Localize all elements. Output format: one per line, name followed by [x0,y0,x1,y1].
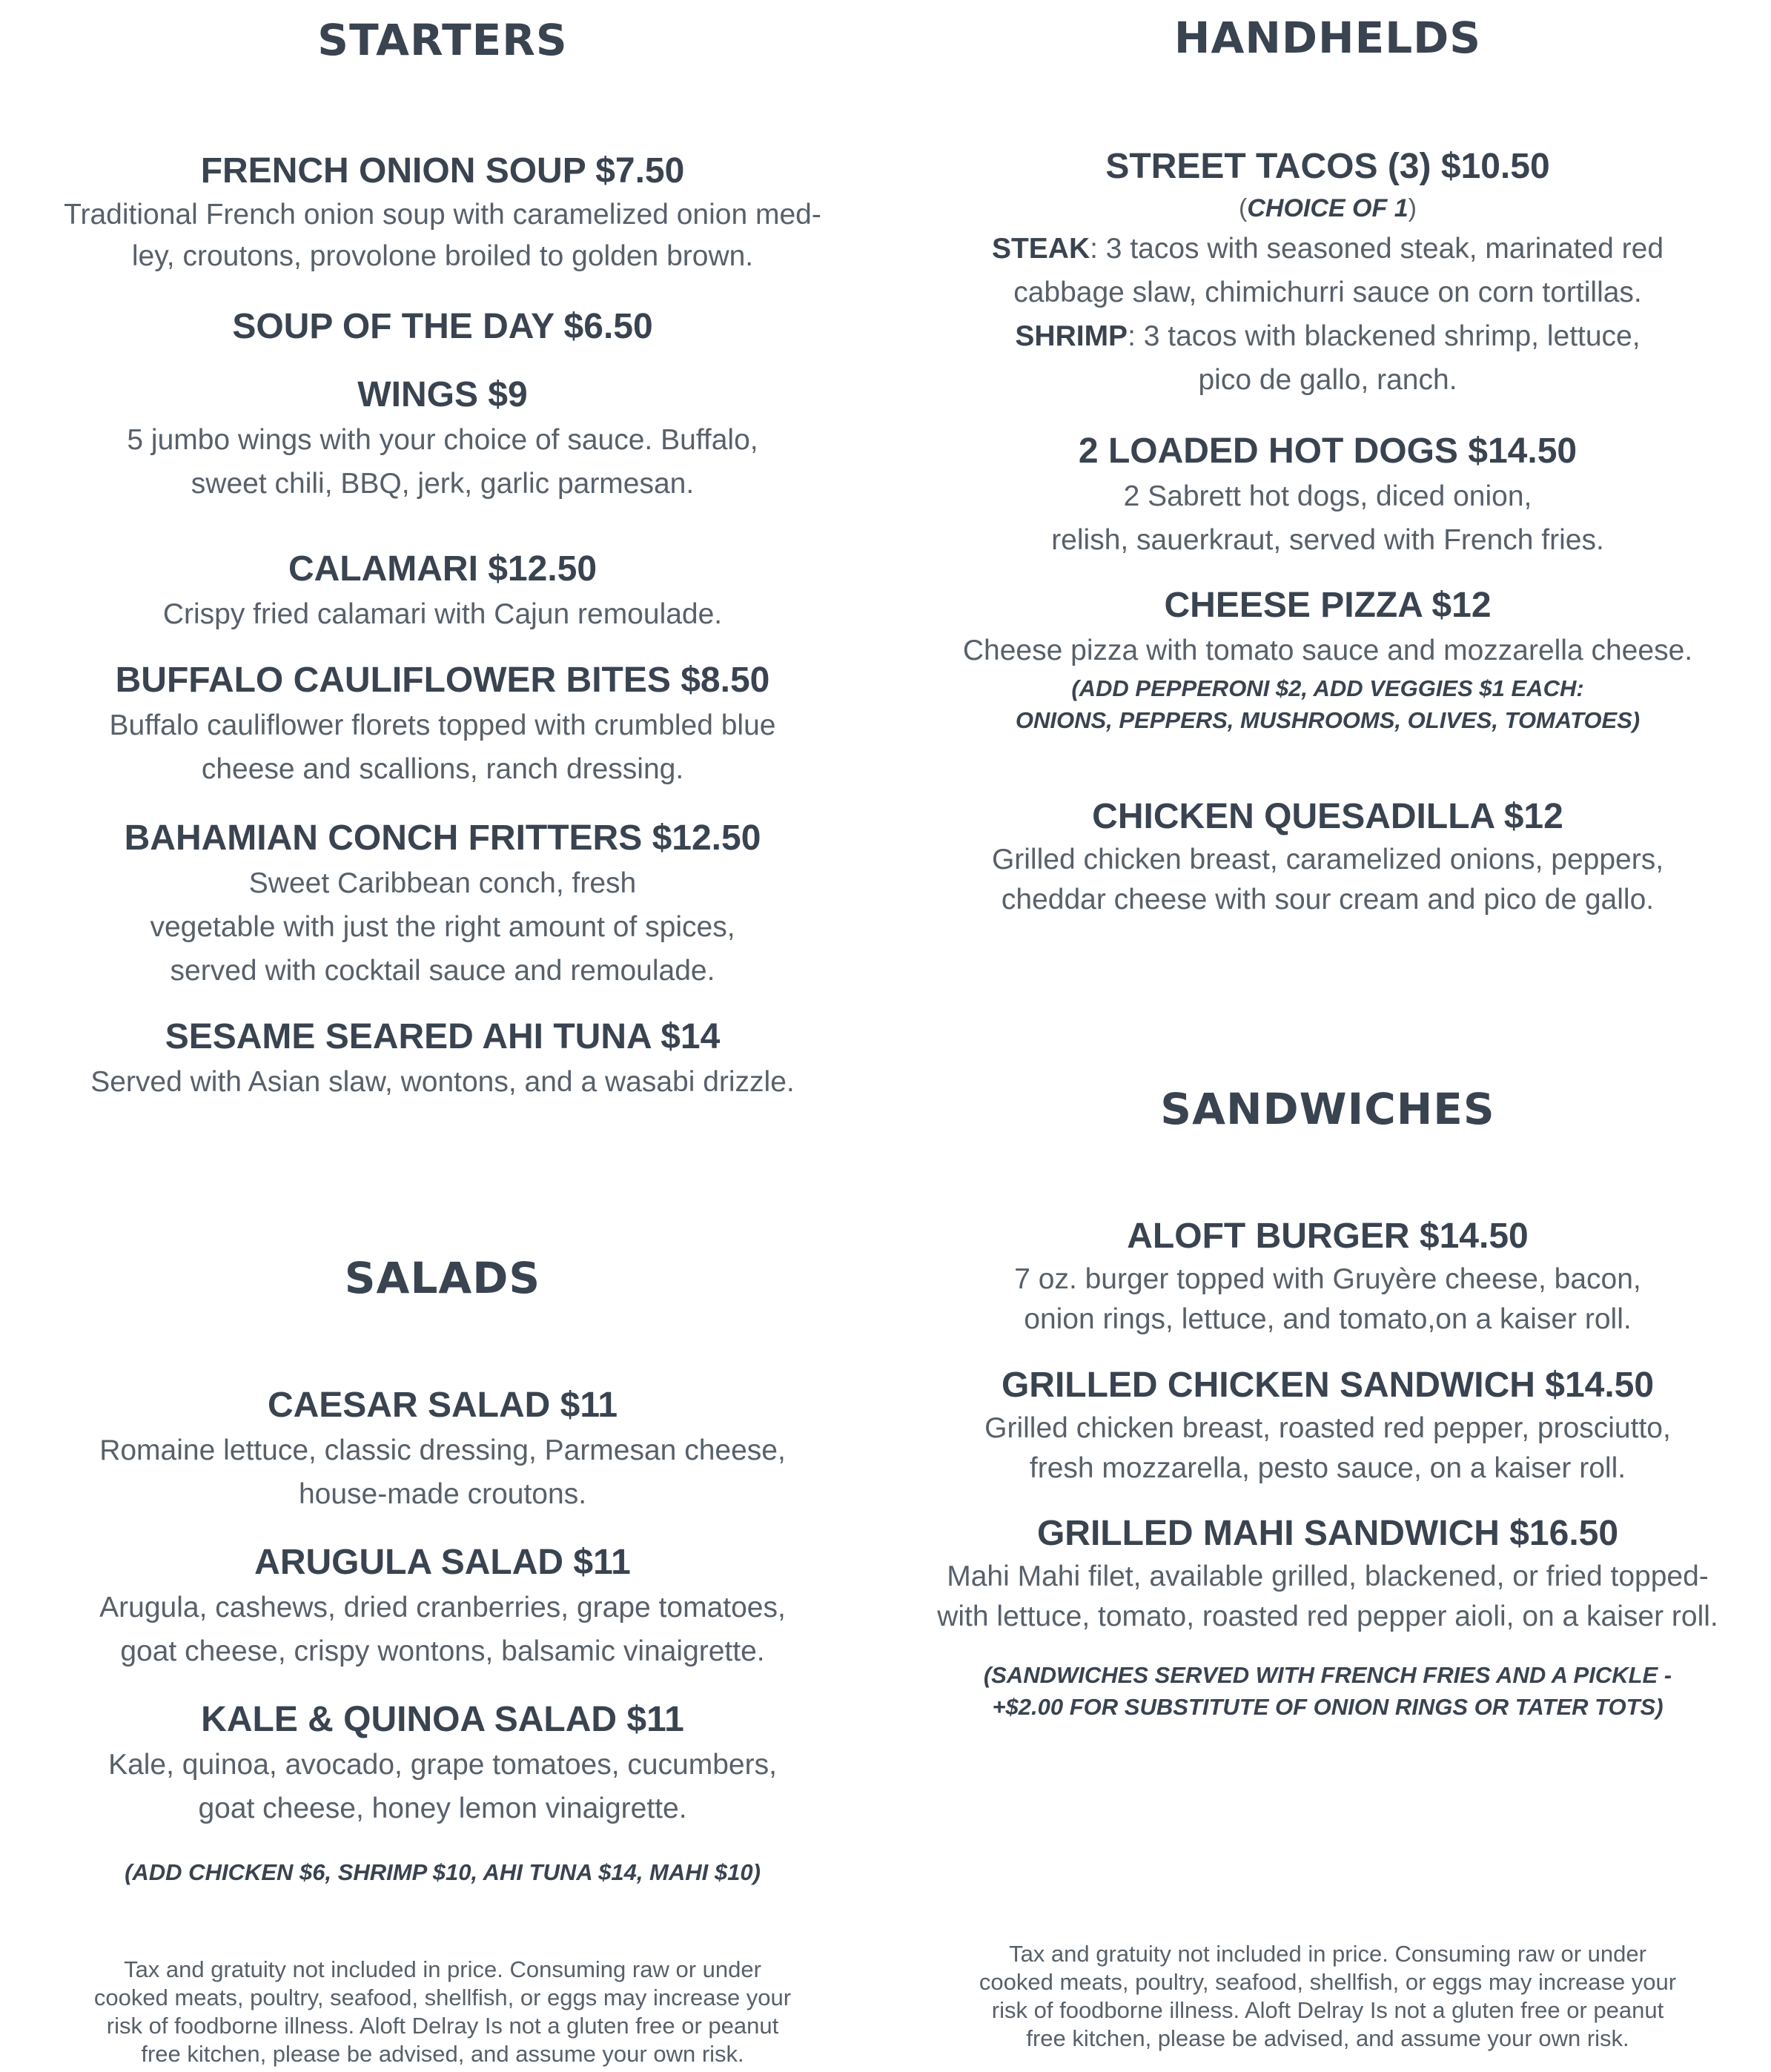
disclaimer-line: risk of foodborne illness. Aloft Delray Is not a gluten free or peanut [106,2013,779,2039]
item-title: FRENCH ONION SOUP $7.50 [200,151,685,191]
choice-open: ( [1239,194,1248,222]
item-title: BAHAMIAN CONCH FRITTERS $12.50 [124,818,761,858]
shrimp-label: SHRIMP [1015,320,1128,352]
add-ons-note: (ADD CHICKEN $6, SHRIMP $10, AHI TUNA $14, MAHI $10) [125,1859,761,1885]
item-description: served with cocktail sauce and remoulade. [170,955,715,987]
handhelds-section [885,13,1770,63]
sides-note: +$2.00 FOR SUBSTITUTE OF ONION RINGS OR TATER TOTS) [992,1694,1664,1720]
item-description: onion rings, lettuce, and tomato,on a kaiser roll. [1024,1303,1632,1335]
item-title: CAESAR SALAD $11 [267,1386,618,1425]
choice-label: CHOICE OF 1 [1247,194,1408,222]
item-chicken-quesadilla [885,794,1770,920]
section-title-handhelds: HANDHELDS [1174,13,1482,63]
item-soup-of-the-day [0,304,885,350]
shrimp-option [885,314,1770,358]
item-description: Traditional French onion soup with caramelized onion med- [64,199,821,231]
right-column [885,0,1770,2072]
item-description: goat cheese, crispy wontons, balsamic vinaigrette. [120,1635,765,1667]
shrimp-description: : 3 tacos with blackened shrimp, lettuce, [1128,320,1641,352]
item-kale-quinoa-salad [0,1697,885,1830]
item-arugula-salad [0,1540,885,1673]
item-description: fresh mozzarella, pesto sauce, on a kaiser roll. [1029,1452,1626,1484]
item-french-onion-soup [0,148,885,277]
item-sesame-seared-ahi-tuna [0,1014,885,1104]
disclaimer-right [885,1940,1770,2053]
item-description: relish, sauerkraut, served with French fries. [1051,524,1604,556]
choice-line [885,190,1770,227]
item-description: vegetable with just the right amount of spices, [150,911,735,943]
item-description: sweet chili, BBQ, jerk, garlic parmesan. [191,468,695,500]
disclaimer-line: free kitchen, please be advised, and assume your own risk. [141,2041,744,2067]
item-grilled-chicken-sandwich [885,1363,1770,1489]
item-description: Sweet Caribbean conch, fresh [248,867,637,899]
disclaimer-line: cooked meats, poultry, seafood, shellfish, or eggs may increase your [93,1985,792,2010]
item-description: ley, croutons, provolone broiled to golden brown. [131,240,754,272]
steak-option [885,227,1770,271]
item-aloft-burger [885,1214,1770,1340]
item-description: goat cheese, honey lemon vinaigrette. [198,1793,687,1824]
item-description: Arugula, cashews, dried cranberries, grape tomatoes, [99,1592,786,1623]
left-column [0,0,885,2072]
item-description: Buffalo cauliflower florets topped with crumbled blue [109,709,776,741]
section-title-sandwiches: SANDWICHES [1160,1084,1495,1134]
item-description: house-made croutons. [298,1478,587,1510]
item-loaded-hot-dogs [885,428,1770,562]
disclaimer-line: risk of foodborne illness. Aloft Delray Is not a gluten free or peanut [991,1997,1664,2023]
item-description: Served with Asian slaw, wontons, and a wasabi drizzle. [90,1066,795,1098]
item-description: 7 oz. burger topped with Gruyère cheese, bacon, [1014,1263,1641,1295]
steak-description: : 3 tacos with seasoned steak, marinated red [1090,233,1664,265]
sandwiches-note [885,1659,1770,1723]
item-title: GRILLED CHICKEN SANDWICH $14.50 [1001,1366,1655,1405]
item-description: 2 Sabrett hot dogs, diced onion, [1123,480,1532,512]
item-description: Grilled chicken breast, caramelized onions, peppers, [991,844,1664,876]
disclaimer-line: free kitchen, please be advised, and assume your own risk. [1026,2025,1629,2051]
disclaimer-line: Tax and gratuity not included in price. Consuming raw or under [124,1956,761,1982]
item-title: ALOFT BURGER $14.50 [1127,1217,1529,1256]
item-caesar-salad [0,1383,885,1516]
item-description: Cheese pizza with tomato sauce and mozzarella cheese. [962,635,1693,666]
item-bahamian-conch-fritters [0,815,885,993]
steak-label: STEAK [991,233,1090,265]
item-description: with lettuce, tomato, roasted red pepper aioli, on a kaiser roll. [937,1601,1718,1632]
item-street-tacos [885,144,1770,402]
item-description: pico de gallo, ranch. [1198,364,1457,396]
item-title: STREET TACOS (3) $10.50 [1105,147,1550,186]
item-description: cheddar cheese with sour cream and pico de gallo. [1001,884,1655,916]
sandwiches-section [885,1084,1770,1134]
item-title: 2 LOADED HOT DOGS $14.50 [1078,431,1578,471]
item-title: GRILLED MAHI SANDWICH $16.50 [1036,1514,1619,1553]
sides-note: (SANDWICHES SERVED WITH FRENCH FRIES AND A PICKLE - [983,1662,1672,1688]
disclaimer-left [0,1956,885,2068]
disclaimer-line: cooked meats, poultry, seafood, shellfish, or eggs may increase your [979,1969,1677,1995]
item-title: CHEESE PIZZA $12 [1164,586,1492,625]
item-description: Kale, quinoa, avocado, grape tomatoes, cucumbers, [108,1749,777,1781]
item-description: 5 jumbo wings with your choice of sauce. Buffalo, [127,424,758,456]
disclaimer-line: Tax and gratuity not included in price. Consuming raw or under [1009,1941,1646,1967]
item-wings [0,372,885,506]
item-title: CALAMARI $12.50 [288,549,597,589]
starters-section [0,15,885,65]
item-title: ARUGULA SALAD $11 [254,1543,631,1582]
item-title: SESAME SEARED AHI TUNA $14 [165,1017,721,1056]
item-title: CHICKEN QUESADILLA $12 [1092,797,1563,836]
item-cheese-pizza [885,583,1770,736]
item-grilled-mahi-sandwich [885,1511,1770,1637]
item-description: Romaine lettuce, classic dressing, Parmesan cheese, [99,1434,786,1466]
item-description: Crispy fried calamari with Cajun remoulade. [162,598,723,630]
item-title: KALE & QUINOA SALAD $11 [201,1700,684,1739]
salads-section [0,1253,885,1303]
item-description: Mahi Mahi filet, available grilled, blackened, or fried topped- [947,1560,1709,1592]
choice-close: ) [1408,194,1417,222]
pizza-add-ons-note: ONIONS, PEPPERS, MUSHROOMS, OLIVES, TOMATOES) [1015,707,1641,733]
section-title-starters: STARTERS [317,15,568,65]
salads-add-ons-note [0,1856,885,1888]
item-title: BUFFALO CAULIFLOWER BITES $8.50 [115,661,770,700]
item-buffalo-cauliflower-bites [0,658,885,791]
item-title: SOUP OF THE DAY $6.50 [232,307,653,346]
item-description: Grilled chicken breast, roasted red pepper, prosciutto, [984,1412,1671,1444]
item-title: WINGS $9 [357,375,528,414]
pizza-add-ons-note: (ADD PEPPERONI $2, ADD VEGGIES $1 EACH: [1071,675,1584,701]
item-description: cabbage slaw, chimichurri sauce on corn tortillas. [1013,277,1642,308]
section-title-salads: SALADS [344,1253,541,1303]
item-description: cheese and scallions, ranch dressing. [201,753,684,785]
item-calamari [0,546,885,636]
